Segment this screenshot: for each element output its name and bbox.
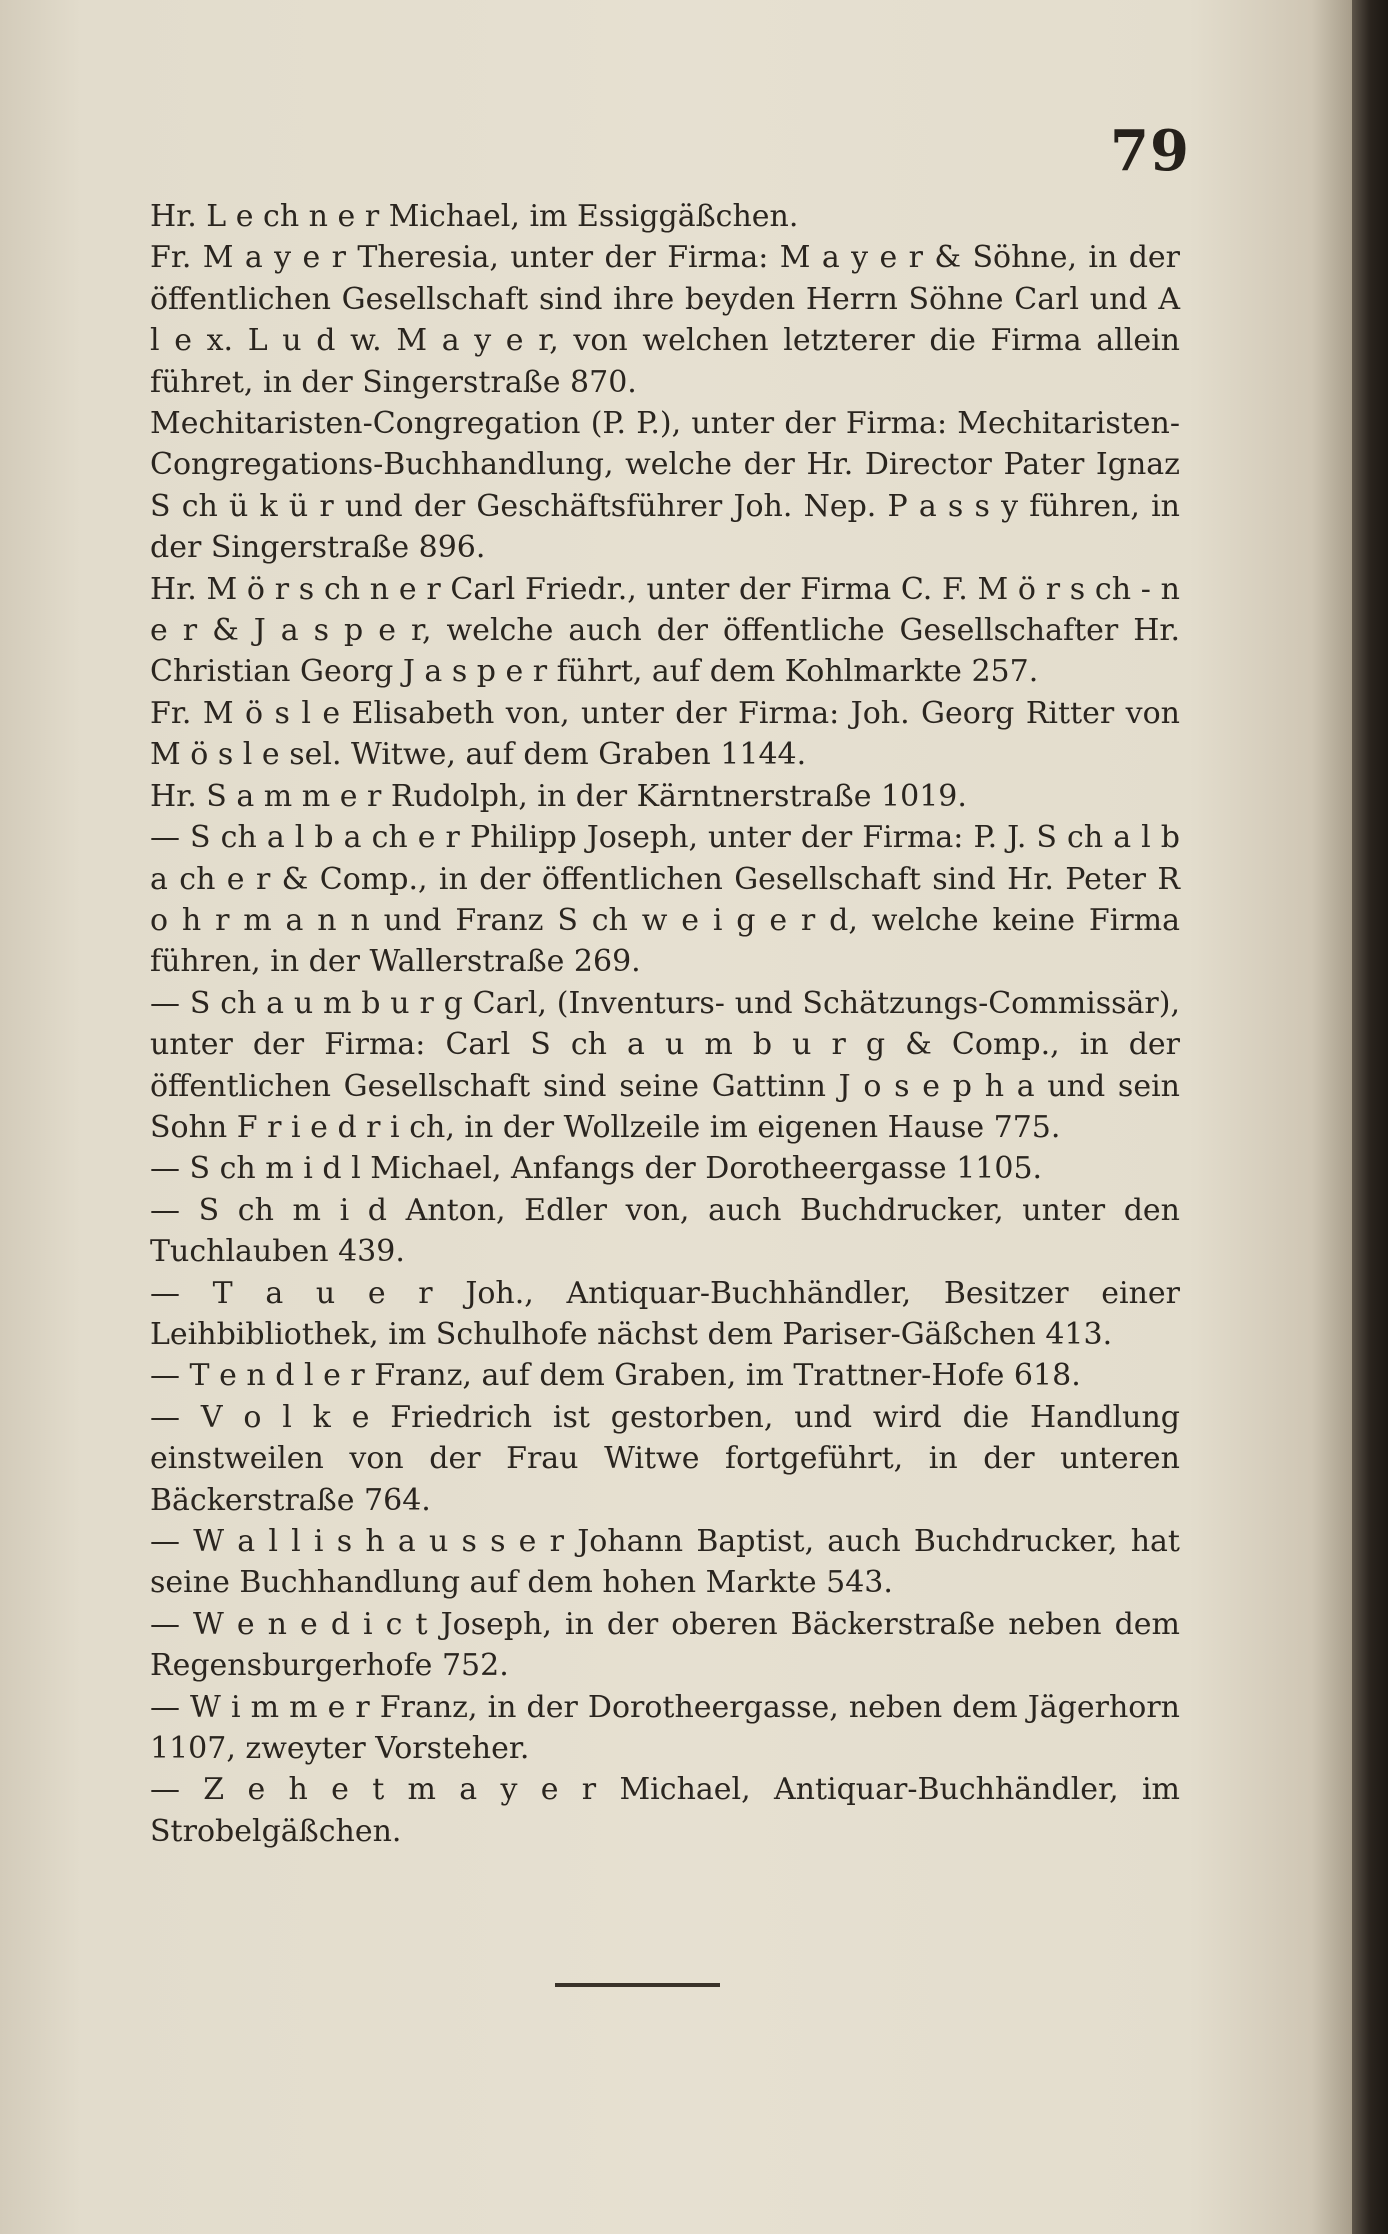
entry-wimmer: — W i m m e r Franz, in der Dorotheergasse, neben dem Jägerhorn 1107, zweyter Vorsteher. <box>150 1689 1180 1767</box>
entry-lechner: Hr. L e ch n e r Michael, im Essiggäßchen. <box>150 199 799 234</box>
entry-sammer: Hr. S a m m e r Rudolph, in der Kärntnerstraße 1019. <box>150 778 967 814</box>
entry-volke: — V o l k e Friedrich ist gestorben, und wird die Handlung einstweilen von der Frau Witwe fortgeführt, in der unteren Bäckerstraße 764. <box>150 1399 1180 1518</box>
page-number: 79 <box>1110 118 1190 184</box>
entry-wenedict: — W e n e d i c t Joseph, in der oberen Bäckerstraße neben dem Regensburgerhofe 752. <box>150 1606 1180 1684</box>
entry-schalbacher: — S ch a l b a ch e r Philipp Joseph, unter der Firma: P. J. S ch a l b a ch e r & Comp., in der öffentlichen Gesellschaft sind Hr. Peter R o h r m a n n und Franz S ch w e i g e r d, welche keine Firma führen, in der Wallerstraße 269. <box>150 820 1180 980</box>
entry-mechitaristen: Mechitaristen-Congregation (P. P.), unter der Firma: Mechitaristen-Congregations-Buchhandlung, welche der Hr. Director Pater Ignaz S ch ü k ü r und der Geschäftsführer Joh. Nep. P a s s y führen, in der Singerstraße 896. <box>150 406 1180 566</box>
entry-schaumburg: — S ch a u m b u r g Carl, (Inventurs- und Schätzungs-Commissär), unter der Firma: Carl S ch a u m b u r g & Comp., in der öffentlichen Gesellschaft sind seine Gattinn J o s e p h a und sein Sohn F r i e d r i ch, in der Wollzeile im eigenen Hause 775. <box>150 985 1180 1145</box>
book-edge <box>1352 0 1388 2234</box>
closing-rule <box>555 1983 720 1987</box>
directory-text <box>150 196 1180 1852</box>
entry-tendler: — T e n d l e r Franz, auf dem Graben, im Trattner-Hofe 618. <box>150 1358 1081 1394</box>
entry-zehetmayer: — Z e h e t m a y e r Michael, Antiquar-Buchhändler, im Strobelgäßchen. <box>150 1772 1180 1849</box>
entry-wallishausser: — W a l l i s h a u s s e r Johann Baptist, auch Buchdrucker, hat seine Buchhandlung auf dem hohen Markte 543. <box>150 1524 1180 1601</box>
entry-schmidl: — S ch m i d l Michael, Anfangs der Dorotheergasse 1105. <box>150 1151 1043 1187</box>
entry-tauer: — T a u e r Joh., Antiquar-Buchhändler, Besitzer einer Leihbibliothek, im Schulhofe nächst dem Pariser-Gäßchen 413. <box>150 1275 1180 1352</box>
entry-moesle: Fr. M ö s l e Elisabeth von, unter der Firma: Joh. Georg Ritter von M ö s l e sel. Witwe, auf dem Graben 1144. <box>150 695 1180 773</box>
entry-schmid: — S ch m i d Anton, Edler von, auch Buchdrucker, unter den Tuchlauben 439. <box>150 1192 1180 1270</box>
entry-mayer: Fr. M a y e r Theresia, unter der Firma: M a y e r & Söhne, in der öffentlichen Gesellschaft sind ihre beyden Herrn Söhne Carl und A l e x. L u d w. M a y e r, von welchen letzterer die Firma allein führet, in der Singerstraße 870. <box>150 240 1180 400</box>
entry-moerschner: Hr. M ö r s ch n e r Carl Friedr., unter der Firma C. F. M ö r s ch - n e r & J a s p e r, welche auch der öffentliche Gesellschafter Hr. Christian Georg J a s p e r führt, auf dem Kohlmarkte 257. <box>150 571 1180 690</box>
